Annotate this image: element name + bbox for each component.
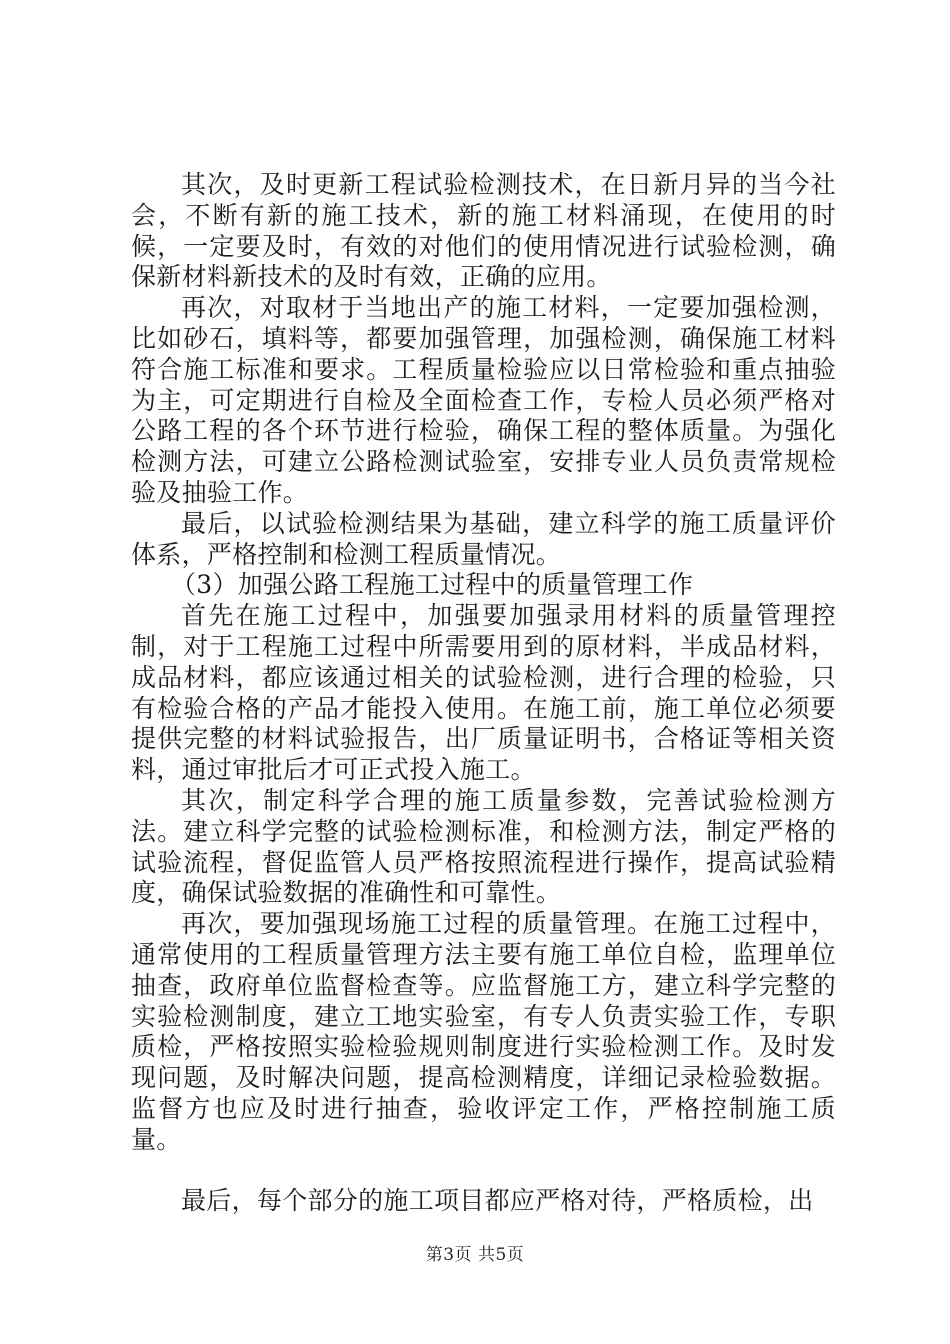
paragraph-new-technology: 其次，及时更新工程试验检测技术，在日新月异的当今社会，不断有新的施工技术，新的施工材料涌现，在使用的时候，一定要及时，有效的对他们的使用情况进行试验检测，确保新材料新技术的及时有效，正确的应用。: [131, 170, 836, 292]
section-heading-3: （3）加强公路工程施工过程中的质量管理工作: [171, 570, 694, 600]
paragraph-final-truncated: 最后，每个部分的施工项目都应严格对待，严格质检，出: [181, 1185, 814, 1215]
paragraph-material-control: 首先在施工过程中，加强要加强录用材料的质量管理控制，对于工程施工过程中所需要用到的原材料，半成品材料，成品材料，都应该通过相关的试验检测，进行合理的检验，只有检验合格的产品才能投入使用。在施工前，施工单位必须要提供完整的材料试验报告，出厂质量证明书，合格证等相关资料，通过审批后才可正式投入施工。: [131, 601, 836, 785]
document-body: [131, 170, 836, 1216]
paragraph-gap: [131, 1156, 836, 1186]
page-footer: 第3页 共5页: [425, 1245, 525, 1265]
paragraph-quality-parameters: 其次，制定科学合理的施工质量参数，完善试验检测方法。建立科学完整的试验检测标准，和检测方法，制定严格的试验流程，督促监管人员严格按照流程进行操作，提高试验精度，确保试验数据的准确性和可靠性。: [131, 785, 836, 908]
paragraph-local-materials: 再次，对取材于当地出产的施工材料，一定要加强检测，比如砂石，填料等，都要加强管理，加强检测，确保施工材料符合施工标准和要求。工程质量检验应以日常检验和重点抽验为主，可定期进行自检及全面检查工作，专检人员必须严格对公路工程的各个环节进行检验，确保工程的整体质量。为强化检测方法，可建立公路检测试验室，安排专业人员负责常规检验及抽验工作。: [131, 293, 836, 507]
paragraph-site-management: 再次，要加强现场施工过程的质量管理。在施工过程中，通常使用的工程质量管理方法主要有施工单位自检，监理单位抽查，政府单位监督检查等。应监督施工方，建立科学完整的实验检测制度，建立工地实验室，有专人负责实验工作，专职质检，严格按照实验检验规则制度进行实验检测工作。及时发现问题，及时解决问题，提高检测精度，详细记录检验数据。监督方也应及时进行抽查，验收评定工作，严格控制施工质量。: [131, 909, 836, 1154]
paragraph-evaluation-system: 最后，以试验检测结果为基础，建立科学的施工质量评价体系，严格控制和检测工程质量情况。: [131, 508, 836, 569]
